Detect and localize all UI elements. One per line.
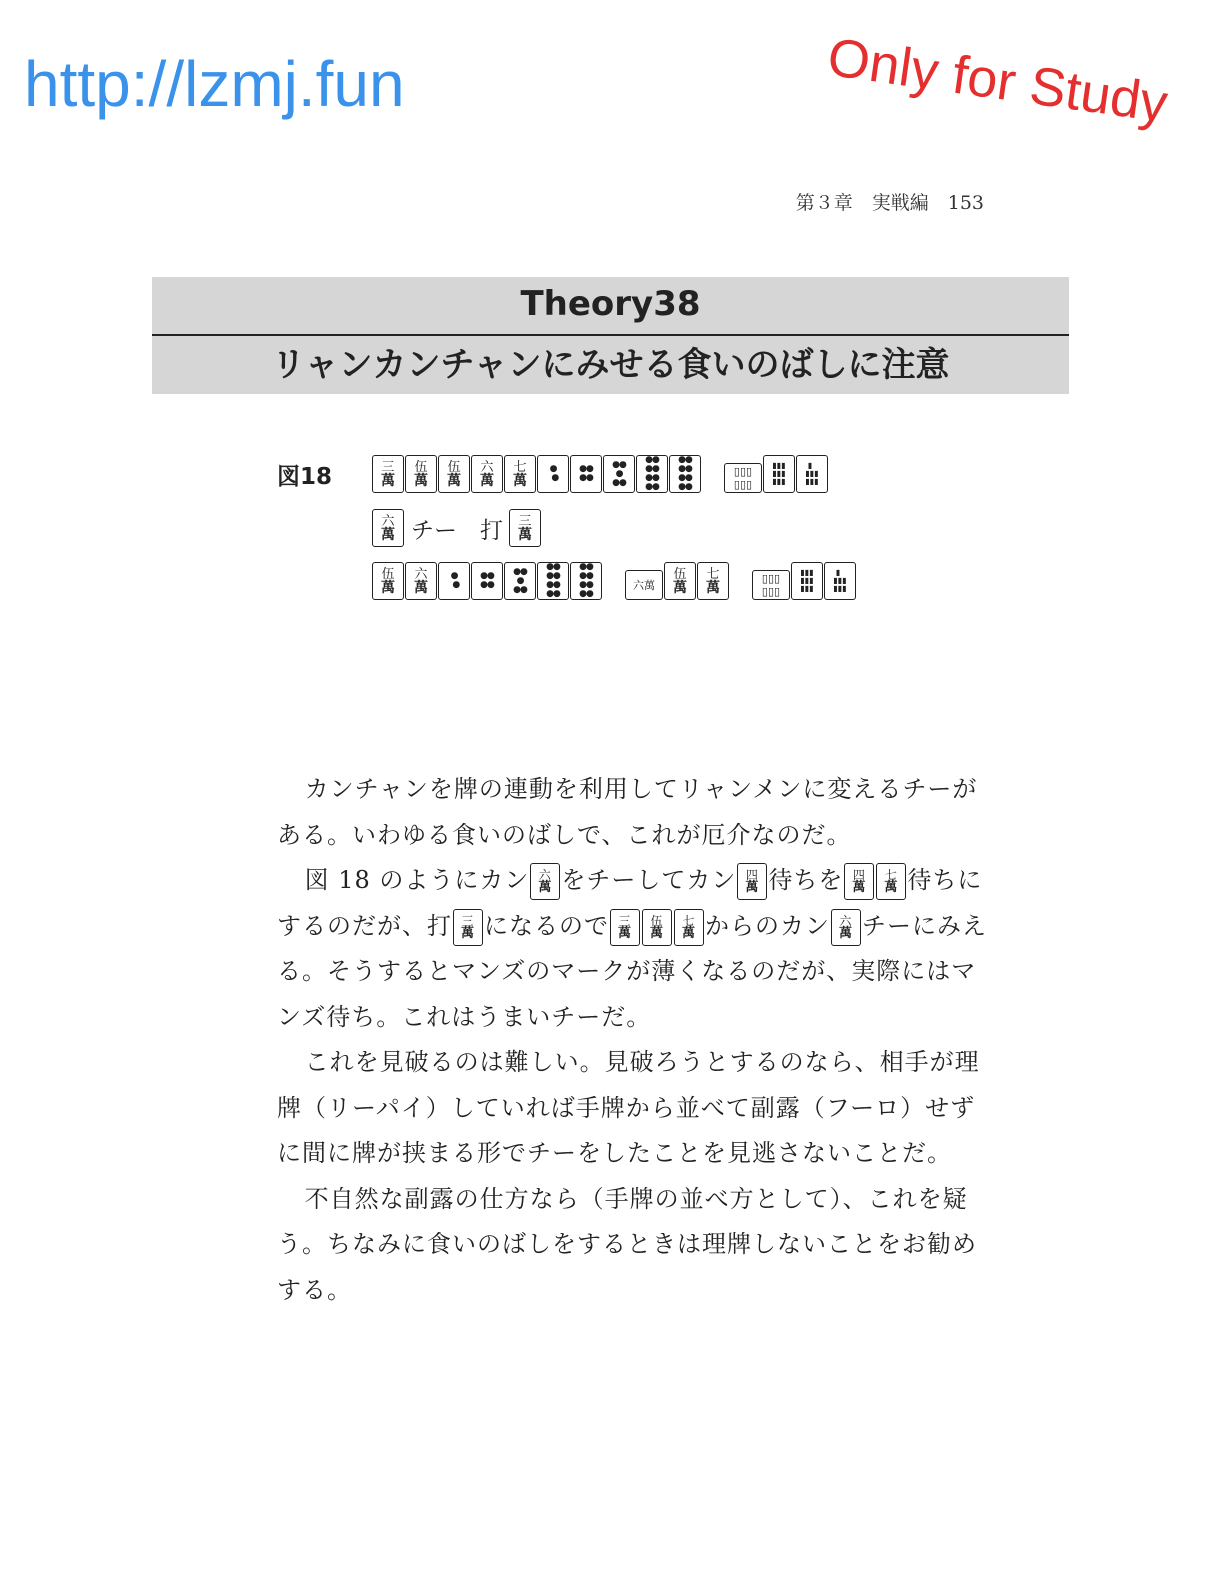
tile-sideways-6m: 六萬 bbox=[625, 570, 663, 600]
tile-6m: 六 萬 bbox=[405, 562, 437, 600]
title-japanese: リャンカンチャンにみせる食いのばしに注意 bbox=[271, 345, 950, 385]
running-head: 第３章 実戦編 153 bbox=[795, 192, 984, 214]
tile-7m: 七 萬 bbox=[504, 455, 536, 493]
paragraph-3: これを見破るのは難しい。見破ろうとするのなら、相手が理牌（リーパイ）していれば手牌から並べて副露（フーロ）せずに間に牌が挟まる形でチーをしたことを見逃さないことだ。 bbox=[277, 1048, 980, 1167]
paragraph-4: 不自然な副露の仕方なら（手牌の並べ方として）、これを疑う。ちなみに食いのばしをするときは理牌しないことをお勧めする。 bbox=[277, 1184, 977, 1304]
title-divider bbox=[152, 334, 1069, 336]
tile-5p: ●● ● ●● bbox=[504, 562, 536, 600]
inline-tile-3m: 三 萬 bbox=[610, 909, 640, 946]
tile-5m: 伍 萬 bbox=[664, 562, 696, 600]
tile-8p: ●● ●● ●● ●● bbox=[570, 562, 602, 600]
figure-row-3 bbox=[372, 561, 857, 601]
tile-8p: ●● ●● ●● ●● bbox=[537, 562, 569, 600]
tile-5m: 伍 萬 bbox=[405, 455, 437, 493]
title-english: Theory38 bbox=[520, 284, 701, 324]
tile-9s: ▮ ▮▮▮ ▮▮▮ bbox=[796, 455, 828, 493]
tile-6m: 六 萬 bbox=[372, 509, 404, 547]
inline-tile-5m: 伍 萬 bbox=[642, 909, 672, 946]
tile-6m: 六 萬 bbox=[471, 455, 503, 493]
tile-8p: ●● ●● ●● ●● bbox=[669, 455, 701, 493]
tile-2p: ● ● bbox=[537, 455, 569, 493]
tile-3m: 三 萬 bbox=[509, 509, 541, 547]
tile-5m: 伍 萬 bbox=[438, 455, 470, 493]
tile-5p: ●● ● ●● bbox=[603, 455, 635, 493]
tile-4p: ●● ●● bbox=[570, 455, 602, 493]
watermark-url: http://lzmj.fun bbox=[24, 48, 405, 120]
figure-row-2 bbox=[372, 508, 542, 548]
tile-5m: 伍 萬 bbox=[372, 562, 404, 600]
tile-4p: ●● ●● bbox=[471, 562, 503, 600]
paragraph-1: カンチャンを牌の連動を利用してリャンメンに変えるチーがある。いわゆる食いのばしで、これが厄介なのだ。 bbox=[277, 775, 978, 849]
tile-sideways-called: ▯▯▯ ▯▯▯ bbox=[724, 463, 762, 493]
inline-tile-7m: 七 萬 bbox=[674, 909, 704, 946]
inline-tile-4m: 四 萬 bbox=[737, 863, 767, 900]
paragraph-2: 図 18 のようにカン 六 萬 をチーしてカン 四 萬 待ちを 四 萬 七 萬 待ちにするのだが、打 三 萬 になるので 三 萬 伍 萬 七 萬 からのカン 六 萬 チーにみえる。そうするとマンズのマークが薄くなるのだが、実際にはマンズ待ち。これはうまいチーだ。 bbox=[277, 858, 989, 1040]
tile-2p: ● ● bbox=[438, 562, 470, 600]
call-text: チー 打 bbox=[411, 517, 503, 544]
tile-9s: ▮▮▮ ▮▮▮ ▮▮▮ bbox=[763, 455, 795, 493]
inline-tile-7m: 七 萬 bbox=[876, 863, 906, 900]
body-text bbox=[277, 767, 989, 1313]
tile-9s: ▮ ▮▮▮ ▮▮▮ bbox=[824, 562, 856, 600]
tile-sideways-called: ▯▯▯ ▯▯▯ bbox=[752, 570, 790, 600]
figure-row-1 bbox=[372, 454, 829, 494]
tile-9s: ▮▮▮ ▮▮▮ ▮▮▮ bbox=[791, 562, 823, 600]
figure-label: 図18 bbox=[277, 464, 333, 490]
inline-tile-6m: 六 萬 bbox=[530, 863, 560, 900]
inline-tile-4m: 四 萬 bbox=[844, 863, 874, 900]
tile-7m: 七 萬 bbox=[697, 562, 729, 600]
tile-3m: 三 萬 bbox=[372, 455, 404, 493]
tile-8p: ●● ●● ●● ●● bbox=[636, 455, 668, 493]
inline-tile-3m: 三 萬 bbox=[453, 909, 483, 946]
inline-tile-6m: 六 萬 bbox=[831, 909, 861, 946]
title-box bbox=[152, 277, 1069, 394]
watermark-study: Only for Study bbox=[824, 27, 1172, 135]
